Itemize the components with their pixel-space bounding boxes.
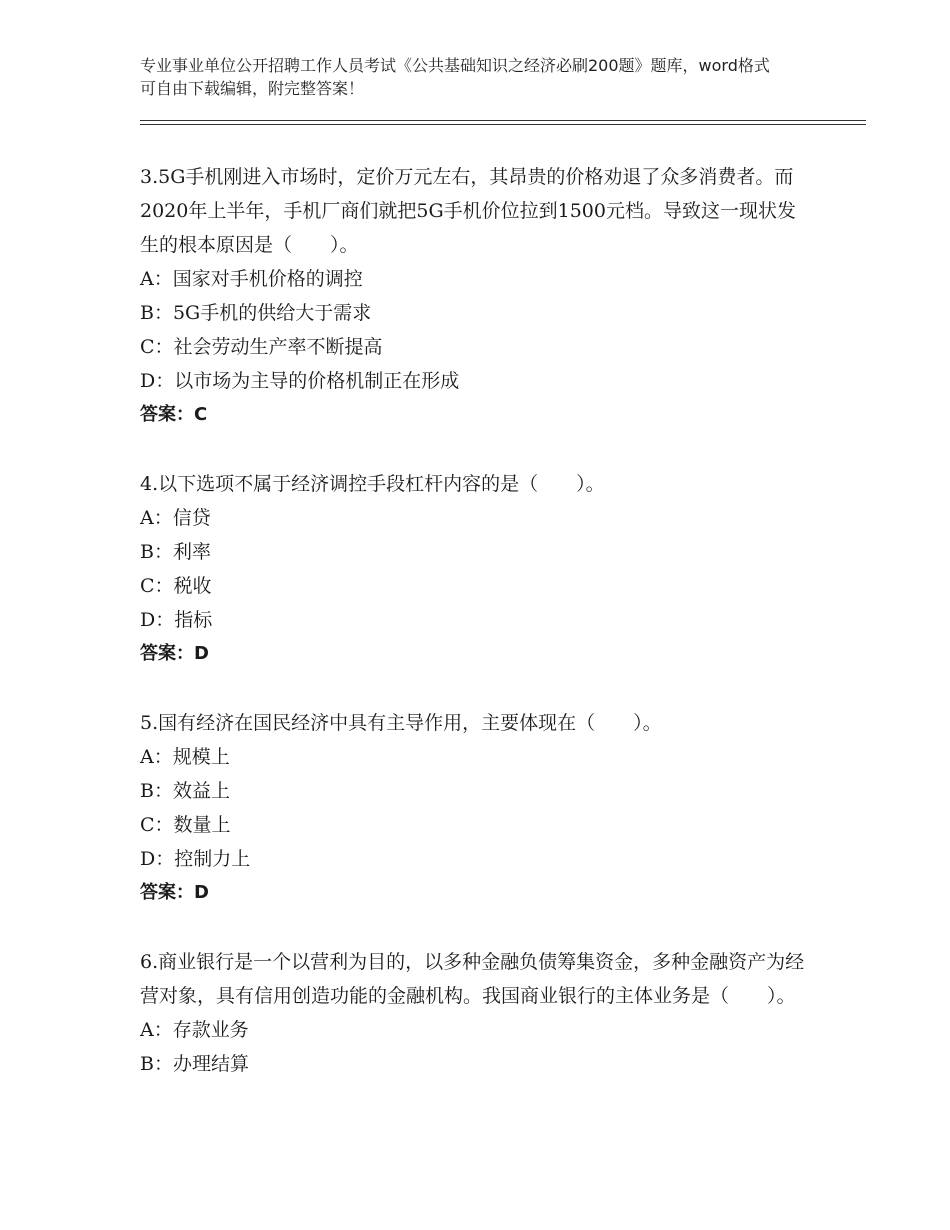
option-a: A：存款业务 [140,1019,249,1041]
option-a: A：信贷 [140,507,211,529]
option-c: C：社会劳动生产率不断提高 [140,336,383,358]
question-4 [140,467,810,671]
option-c: C：税收 [140,575,212,597]
question-stem: 3.5G手机刚进入市场时，定价万元左右，其昂贵的价格劝退了众多消费者。而2020年上半年，手机厂商们就把5G手机价位拉到1500元档。导致这一现状发生的根本原因是（ ）。 [140,166,796,256]
answer-line: 答案：C [140,404,208,425]
option-b: B：效益上 [140,780,230,802]
question-stem: 4.以下选项不属于经济调控手段杠杆内容的是（ ）。 [140,473,605,495]
answer-line: 答案：D [140,643,209,664]
option-c: C：数量上 [140,814,231,836]
option-d: D：以市场为主导的价格机制正在形成 [140,370,460,392]
question-stem: 5.国有经济在国民经济中具有主导作用，主要体现在（ ）。 [140,712,662,734]
document-header: 专业事业单位公开招聘工作人员考试《公共基础知识之经济必刷200题》题库，word格式可自由下载编辑，附完整答案！ [140,56,770,98]
question-6 [140,945,810,1081]
option-b: B：5G手机的供给大于需求 [140,302,372,324]
option-b: B：利率 [140,541,211,563]
option-a: A：规模上 [140,746,230,768]
header-rule-bottom [140,124,866,125]
option-b: B：办理结算 [140,1053,249,1075]
option-a: A：国家对手机价格的调控 [140,268,363,290]
answer-line: 答案：D [140,882,209,903]
header-rule-top [140,120,866,121]
question-stem: 6.商业银行是一个以营利为目的，以多种金融负债筹集资金，多种金融资产为经营对象，具有信用创造功能的金融机构。我国商业银行的主体业务是（ ）。 [140,951,805,1007]
question-3 [140,160,810,432]
option-d: D：控制力上 [140,848,251,870]
question-5 [140,706,810,910]
option-d: D：指标 [140,609,213,631]
